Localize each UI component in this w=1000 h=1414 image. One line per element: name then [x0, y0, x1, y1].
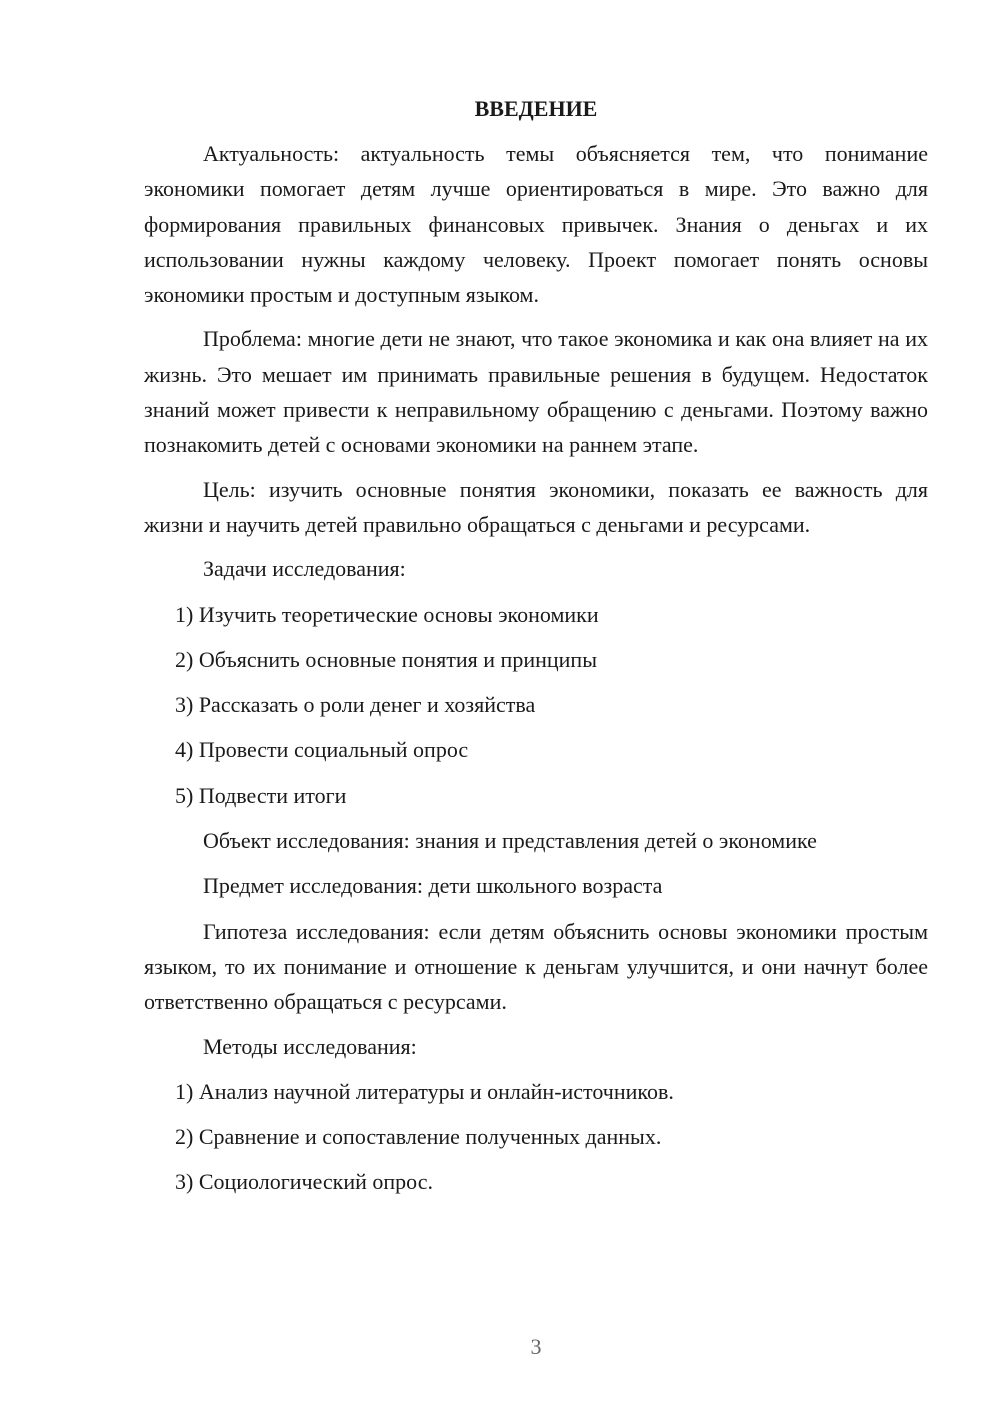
method-item: 2) Сравнение и сопоставление полученных данных. — [175, 1124, 662, 1150]
research-object: Объект исследования: знания и представления детей о экономике — [203, 828, 817, 854]
methods-heading: Методы исследования: — [203, 1033, 417, 1059]
research-subject: Предмет исследования: дети школьного возраста — [203, 873, 663, 899]
hypothesis-paragraph: Гипотеза исследования: если детям объяснить основы экономики простым языком, то их понимание и отношение к деньгам улучшится, и они начнут более ответственно обращаться с ресурсами. — [144, 918, 928, 1015]
task-item: 1) Изучить теоретические основы экономики — [175, 601, 599, 627]
tasks-list — [144, 597, 928, 813]
task-item: 3) Рассказать о роли денег и хозяйства — [175, 692, 536, 718]
document-page — [144, 94, 928, 1210]
task-item: 4) Провести социальный опрос — [175, 737, 469, 763]
method-item: 1) Анализ научной литературы и онлайн-источников. — [175, 1078, 674, 1104]
goal-paragraph: Цель: изучить основные понятия экономики, показать ее важность для жизни и научить детей правильно обращаться с деньгами и ресурсами. — [144, 476, 928, 537]
task-item: 2) Объяснить основные понятия и принципы — [175, 646, 597, 672]
problem-paragraph: Проблема: многие дети не знают, что такое экономика и как она влияет на их жизнь. Это мешает им принимать правильные решения в будущем. Недостаток знаний может привести к неправильному обращению с деньгами. Поэтому важно познакомить детей с основами экономики на раннем этапе. — [144, 326, 928, 458]
tasks-heading: Задачи исследования: — [203, 556, 406, 582]
relevance-paragraph: Актуальность: актуальность темы объясняется тем, что понимание экономики помогает детям лучше ориентироваться в мире. Это важно для формирования правильных финансовых привычек. Знания о деньгах и их использовании нужны каждому человеку. Проект помогает понять основы экономики простым и доступным языком. — [144, 141, 928, 308]
page-number: 3 — [530, 1334, 542, 1359]
task-item: 5) Подвести итоги — [175, 782, 347, 808]
methods-list — [144, 1074, 928, 1200]
method-item: 3) Социологический опрос. — [175, 1169, 433, 1195]
section-title: ВВЕДЕНИЕ — [474, 96, 598, 121]
